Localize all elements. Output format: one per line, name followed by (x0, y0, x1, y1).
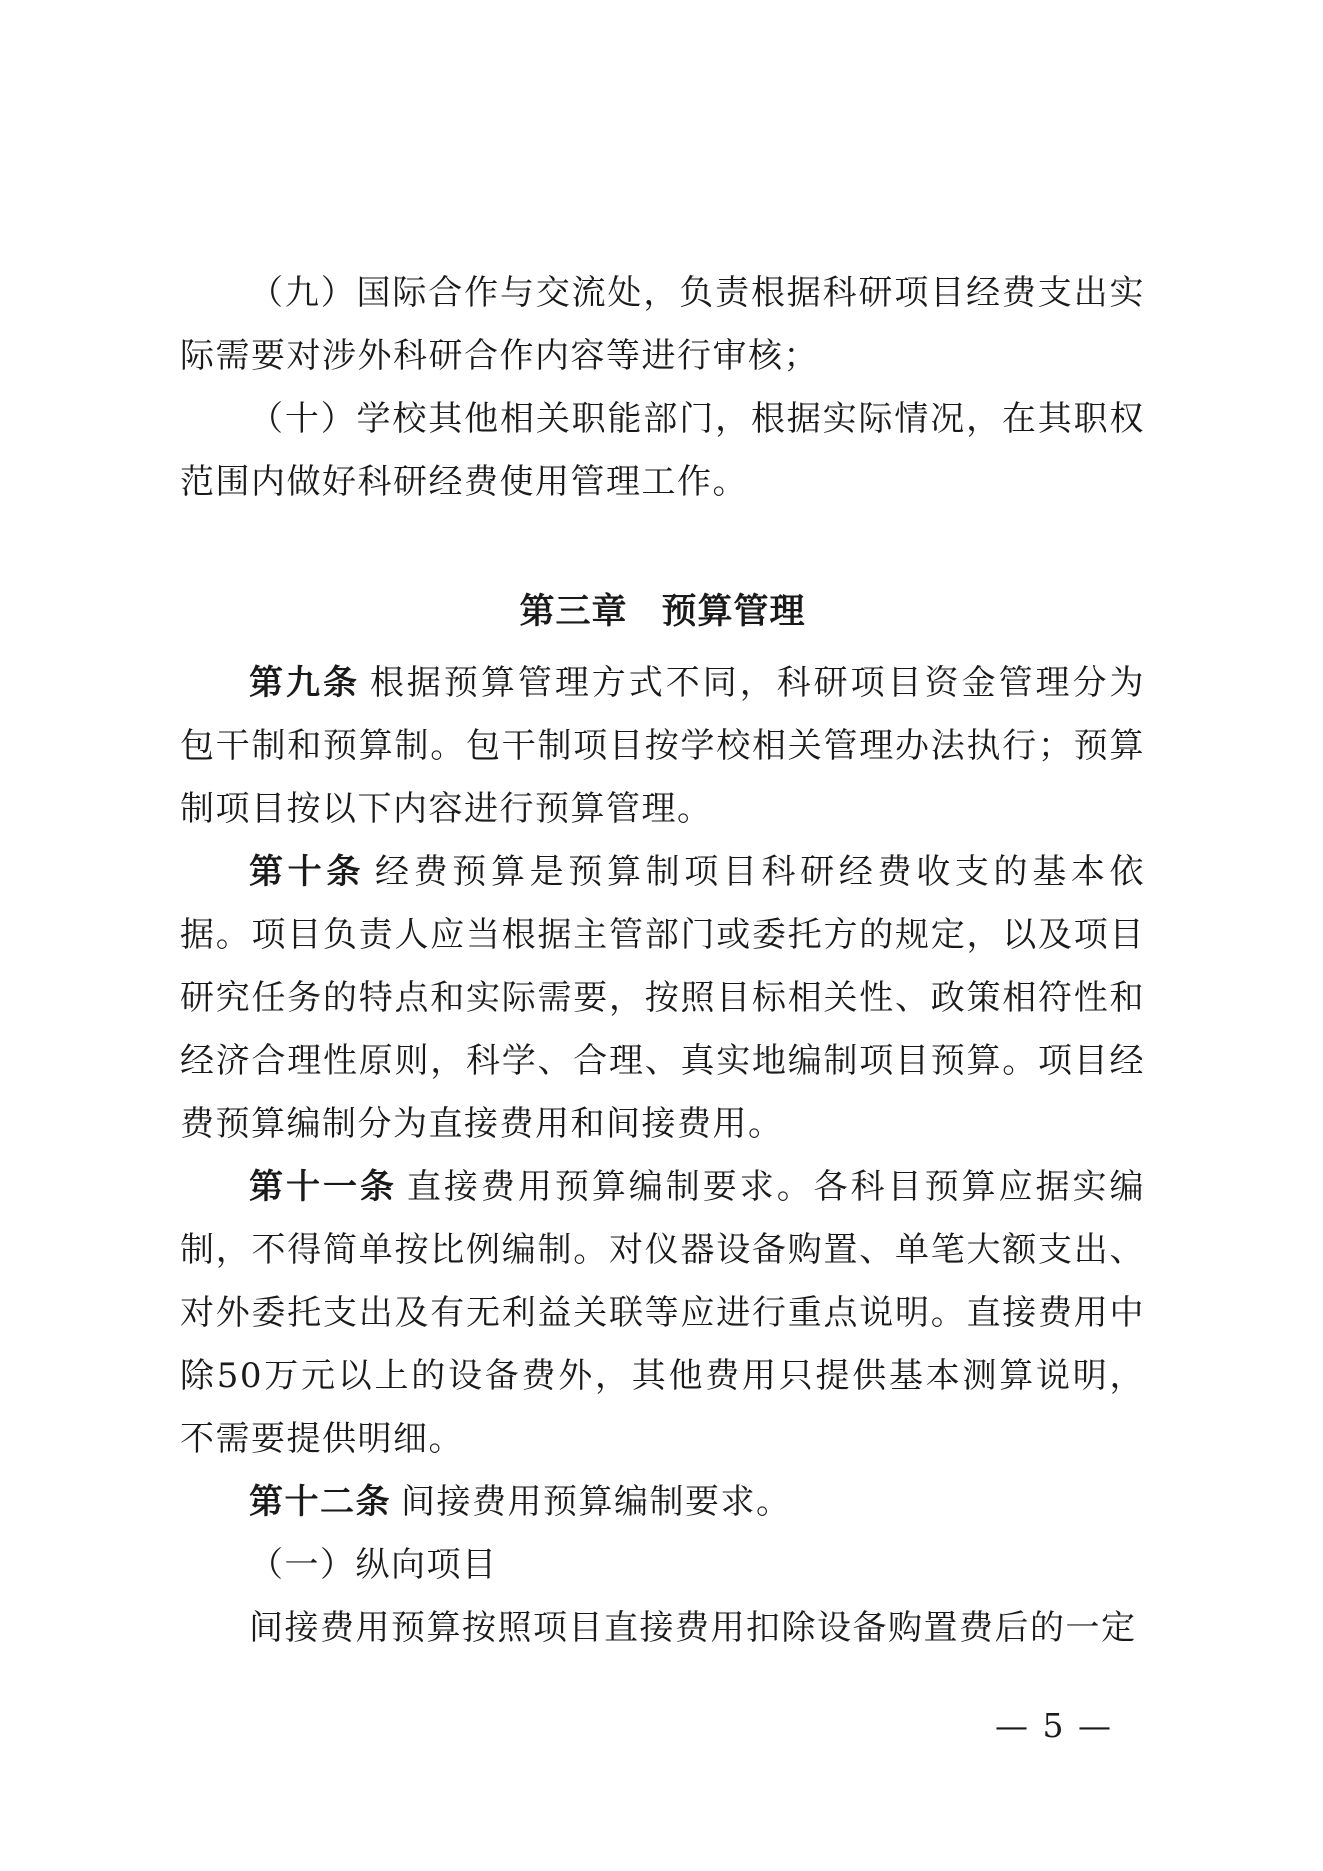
paragraph-text: （十）学校其他相关职能部门，根据实际情况，在其职权范围内做好科研经费使用管理工作。 (180, 399, 1145, 502)
article-text: 直接费用预算编制要求。各科目预算应据实编制，不得简单按比例编制。对仪器设备购置、单笔大额支出、对外委托支出及有无利益关联等应进行重点说明。直接费用中除50万元以上的设备费外，其他费用只提供基本测算说明，不需要提供明细。 (180, 1167, 1146, 1459)
chapter-heading (180, 572, 1145, 652)
article-10 (180, 841, 1145, 1156)
article-12 (180, 1471, 1145, 1534)
article-label: 第九条 (249, 663, 360, 703)
paragraph-item-9 (180, 262, 1145, 388)
paragraph-text: 间接费用预算按照项目直接费用扣除设备购置费后的一定 (249, 1608, 1137, 1648)
article-label: 第十一条 (249, 1167, 397, 1207)
document-body (180, 262, 1145, 1660)
article-text: 间接费用预算编制要求。 (401, 1482, 792, 1522)
article-11 (180, 1156, 1145, 1471)
page-number: — 5 — (995, 1706, 1113, 1745)
article-label: 第十条 (249, 852, 365, 892)
article-text: 经费预算是预算制项目科研经费收支的基本依据。项目负责人应当根据主管部门或委托方的规定，以及项目研究任务的特点和实际需要，按照目标相关性、政策相符性和经济合理性原则，科学、合理、真实地编制项目预算。项目经费预算编制分为直接费用和间接费用。 (180, 852, 1146, 1144)
article-label: 第十二条 (249, 1482, 391, 1522)
paragraph-text: （九）国际合作与交流处，负责根据科研项目经费支出实际需要对涉外科研合作内容等进行审核； (180, 273, 1145, 376)
sub-item-vertical-projects (180, 1534, 1145, 1597)
article-text: 根据预算管理方式不同，科研项目资金管理分为包干制和预算制。包干制项目按学校相关管理办法执行；预算制项目按以下内容进行预算管理。 (180, 663, 1146, 829)
paragraph-text: （一）纵向项目 (249, 1545, 498, 1585)
paragraph-item-10 (180, 388, 1145, 514)
chapter-title: 预算管理 (661, 592, 806, 632)
paragraph-indirect-cost (180, 1597, 1145, 1660)
chapter-number: 第三章 (519, 592, 628, 632)
article-9 (180, 652, 1145, 841)
